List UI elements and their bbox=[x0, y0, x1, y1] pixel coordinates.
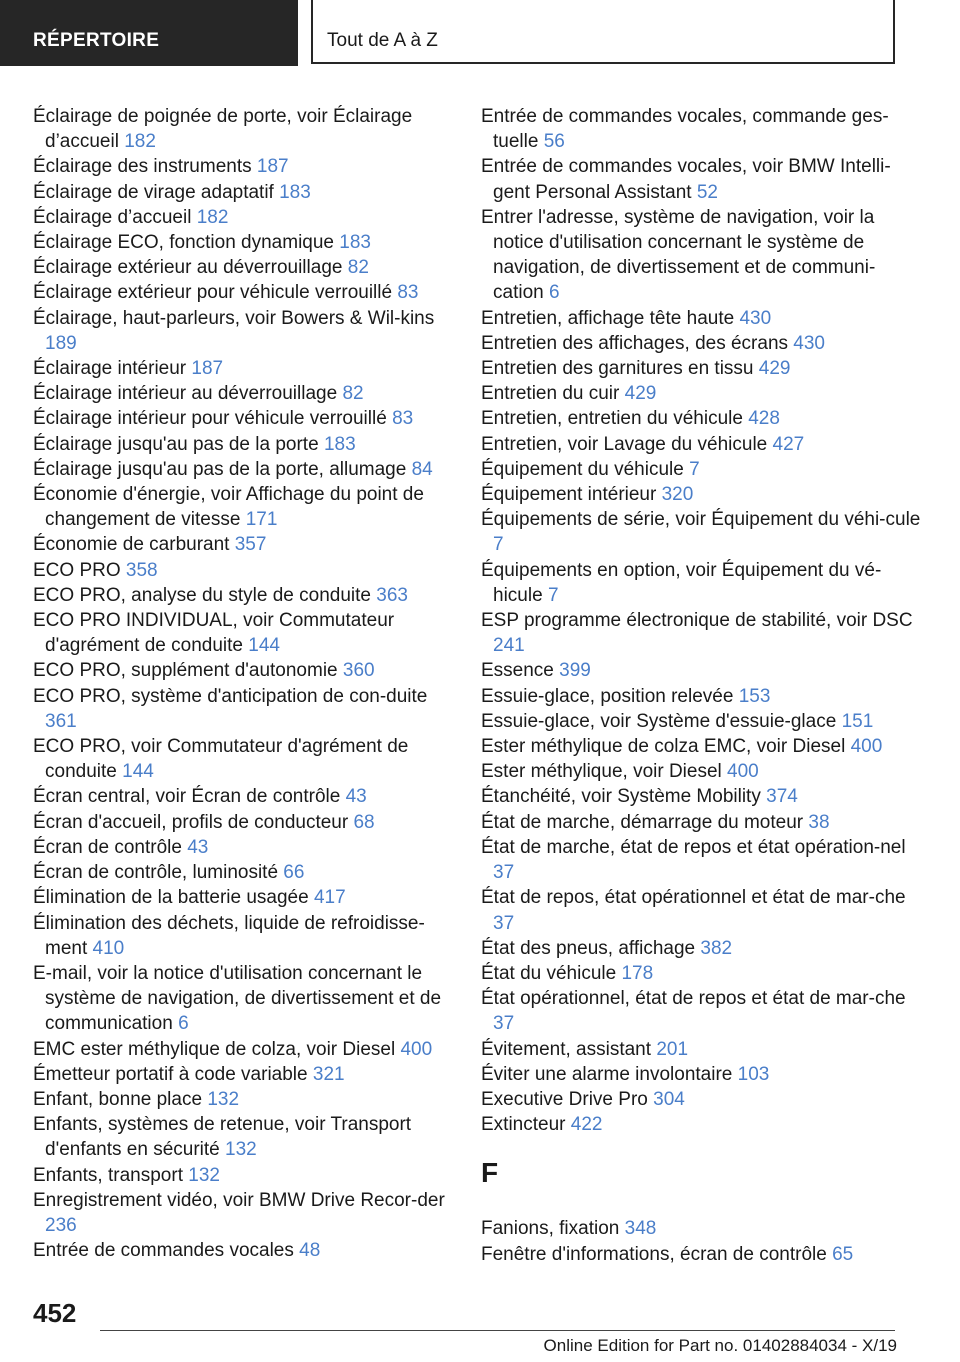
index-entry bbox=[481, 1062, 921, 1087]
index-entry bbox=[33, 154, 453, 179]
index-entry-text: Éclairage intérieur au déverrouillage bbox=[33, 383, 338, 405]
index-entry bbox=[481, 759, 921, 784]
index-entry-text: ESP programme électronique de stabilité, voir DSC bbox=[481, 610, 913, 632]
index-entry-text: État des pneus, affichage bbox=[481, 937, 696, 959]
page-reference-link[interactable]: 236 bbox=[45, 1214, 77, 1236]
index-entry-text: ECO PRO, supplément d'autonomie bbox=[33, 660, 338, 682]
index-entry-text: Éviter une alarme involontaire bbox=[481, 1063, 733, 1085]
page-reference-link[interactable]: 144 bbox=[248, 635, 280, 657]
index-entry-text: ECO PRO, voir Commutateur d'agrément de conduite bbox=[33, 736, 409, 783]
index-entry bbox=[481, 835, 921, 885]
index-entry bbox=[481, 936, 921, 961]
page-reference-link[interactable]: 171 bbox=[245, 509, 278, 531]
index-entry bbox=[481, 381, 921, 406]
page-reference-link[interactable]: 48 bbox=[299, 1240, 321, 1262]
page-reference-link[interactable]: 37 bbox=[493, 1013, 515, 1035]
page-reference-link[interactable]: 360 bbox=[342, 660, 375, 682]
index-entry-text: Essuie-glace, position relevée bbox=[481, 685, 734, 707]
page-reference-link[interactable]: 374 bbox=[766, 786, 798, 808]
page-reference-link[interactable]: 304 bbox=[653, 1088, 685, 1110]
index-entry-text: Ester méthylique de colza EMC, voir Diesel bbox=[481, 736, 846, 758]
index-entry-text: Équipement intérieur bbox=[481, 484, 657, 506]
index-entry bbox=[481, 986, 921, 1036]
page-reference-link[interactable]: 320 bbox=[661, 484, 694, 506]
page-reference-link[interactable]: 400 bbox=[400, 1038, 433, 1060]
index-entry-text: Entretien des affichages, des écrans bbox=[481, 332, 789, 354]
index-entry bbox=[33, 306, 453, 356]
index-entry bbox=[481, 457, 921, 482]
page-reference-link[interactable]: 241 bbox=[493, 635, 525, 657]
index-entry-text: Essence bbox=[481, 660, 554, 682]
index-entry bbox=[33, 457, 453, 482]
index-entry bbox=[481, 709, 921, 734]
page-reference-link[interactable]: 83 bbox=[392, 408, 414, 430]
index-entry-text: Enfant, bonne place bbox=[33, 1088, 203, 1110]
index-entry bbox=[481, 1216, 921, 1241]
page-reference-link[interactable]: 183 bbox=[323, 433, 356, 455]
index-entry-text: Éclairage intérieur bbox=[33, 358, 187, 380]
index-entry-text: État de marche, état de repos et état opération-nel bbox=[481, 836, 906, 858]
page-reference-link[interactable]: 84 bbox=[411, 458, 433, 480]
page-reference-link[interactable]: 201 bbox=[656, 1038, 689, 1060]
index-entry-text: Ester méthylique, voir Diesel bbox=[481, 761, 722, 783]
page-reference-link[interactable]: 189 bbox=[45, 332, 77, 354]
index-entry bbox=[481, 356, 921, 381]
index-entry bbox=[33, 1112, 453, 1162]
index-entry bbox=[481, 331, 921, 356]
page-header bbox=[0, 0, 960, 66]
index-entry bbox=[33, 1087, 453, 1112]
index-entry bbox=[33, 482, 453, 532]
index-entry-text: Entrée de commandes vocales bbox=[33, 1240, 294, 1262]
page-reference-link[interactable]: 321 bbox=[312, 1063, 345, 1085]
page-reference-link[interactable]: 427 bbox=[772, 433, 805, 455]
index-entry bbox=[481, 608, 921, 658]
index-entry bbox=[33, 835, 453, 860]
index-entry-text: E-mail, voir la notice d'utilisation concernant le système de navigation, de divertissement et de communication bbox=[33, 962, 442, 1035]
page-number: 452 bbox=[33, 1298, 77, 1328]
index-entry-text: Émetteur portatif à code variable bbox=[33, 1063, 308, 1085]
index-entry bbox=[481, 306, 921, 331]
index-entry bbox=[481, 1242, 921, 1267]
index-entry bbox=[33, 1163, 453, 1188]
index-entry bbox=[33, 532, 453, 557]
index-entry-text: EMC ester méthylique de colza, voir Diesel bbox=[33, 1038, 396, 1060]
page-reference-link[interactable]: 182 bbox=[196, 206, 229, 228]
index-entry bbox=[33, 180, 453, 205]
index-column-left bbox=[33, 104, 453, 1263]
page-reference-link[interactable]: 182 bbox=[124, 131, 156, 153]
page-reference-link[interactable]: 38 bbox=[808, 811, 830, 833]
page-reference-link[interactable]: 52 bbox=[696, 181, 718, 203]
index-entry bbox=[33, 911, 453, 961]
page-reference-link[interactable]: 7 bbox=[547, 584, 559, 606]
page-reference-link[interactable]: 183 bbox=[279, 181, 311, 203]
page-reference-link[interactable]: 7 bbox=[689, 458, 700, 480]
page-reference-link[interactable]: 82 bbox=[347, 257, 369, 279]
index-entry bbox=[481, 104, 921, 154]
page-reference-link[interactable]: 429 bbox=[624, 383, 657, 405]
index-entry bbox=[481, 734, 921, 759]
index-entry bbox=[481, 432, 921, 457]
footer-divider bbox=[100, 1330, 895, 1331]
index-entry-text: État du véhicule bbox=[481, 962, 617, 984]
index-entry-text: Enfants, transport bbox=[33, 1164, 183, 1186]
index-entry-text: Écran central, voir Écran de contrôle bbox=[33, 786, 341, 808]
index-column-right bbox=[481, 104, 921, 1267]
index-entry-text: Élimination des déchets, liquide de refroidisse-ment bbox=[33, 912, 425, 959]
index-entry-text: ECO PRO, système d'anticipation de con-duite bbox=[33, 685, 428, 707]
index-entry bbox=[481, 1087, 921, 1112]
index-entry bbox=[33, 810, 453, 835]
index-entry bbox=[33, 381, 453, 406]
page-reference-link[interactable]: 151 bbox=[841, 710, 874, 732]
index-entry-text: Éclairage intérieur pour véhicule verrouillé bbox=[33, 408, 387, 430]
page-reference-link[interactable]: 410 bbox=[92, 937, 125, 959]
page-reference-link[interactable]: 103 bbox=[737, 1063, 770, 1085]
page-reference-link[interactable]: 361 bbox=[45, 710, 77, 732]
page-reference-link[interactable]: 430 bbox=[739, 307, 772, 329]
index-entry-text: Éclairage ECO, fonction dynamique bbox=[33, 232, 334, 254]
index-entry bbox=[33, 1037, 453, 1062]
page-reference-link[interactable]: 348 bbox=[624, 1218, 657, 1240]
index-entry-text: État de marche, démarrage du moteur bbox=[481, 811, 804, 833]
index-entry-text: Entrée de commandes vocales, voir BMW Intelli-gent Personal Assistant bbox=[481, 156, 891, 203]
index-entry-text: Entretien des garnitures en tissu bbox=[481, 358, 754, 380]
index-entry-text: Équipement du véhicule bbox=[481, 458, 684, 480]
index-entry-text: Entretien du cuir bbox=[481, 383, 620, 405]
index-entry-text: Entretien, entretien du véhicule bbox=[481, 408, 743, 430]
index-entry-text: Évitement, assistant bbox=[481, 1038, 652, 1060]
page-reference-link[interactable]: 132 bbox=[207, 1088, 240, 1110]
index-entry-text: Fenêtre d'informations, écran de contrôle bbox=[481, 1243, 827, 1265]
page-reference-link[interactable]: 400 bbox=[727, 761, 759, 783]
index-entry-text: Éclairage de virage adaptatif bbox=[33, 181, 274, 203]
page-reference-link[interactable]: 183 bbox=[339, 232, 371, 254]
index-entry-text: Équipements de série, voir Équipement du véhi-cule bbox=[481, 509, 921, 531]
index-entry-text: Executive Drive Pro bbox=[481, 1088, 648, 1110]
section-tab: RÉPERTOIRE bbox=[0, 0, 298, 66]
index-entry bbox=[481, 810, 921, 835]
index-entry bbox=[33, 432, 453, 457]
index-entry-text: Éclairage de poignée de porte, voir Éclairage d’accueil bbox=[33, 106, 413, 153]
index-entry-text: Équipements en option, voir Équipement du vé-hicule bbox=[481, 559, 882, 606]
index-entry-text: Écran d'accueil, profils de conducteur bbox=[33, 811, 349, 833]
index-entry-text: Écran de contrôle, luminosité bbox=[33, 862, 279, 884]
page-reference-link[interactable]: 132 bbox=[188, 1164, 220, 1186]
page-reference-link[interactable]: 153 bbox=[738, 685, 771, 707]
page-reference-link[interactable]: 43 bbox=[345, 786, 367, 808]
page-reference-link[interactable]: 428 bbox=[748, 408, 780, 430]
page-reference-link[interactable]: 65 bbox=[832, 1243, 854, 1265]
page-reference-link[interactable]: 363 bbox=[376, 584, 408, 606]
index-entry bbox=[481, 658, 921, 683]
index-entry bbox=[33, 205, 453, 230]
page-reference-link[interactable]: 144 bbox=[122, 761, 154, 783]
index-entry-text: Extincteur bbox=[481, 1114, 566, 1136]
index-entry bbox=[481, 482, 921, 507]
index-entry-text: Éclairage extérieur pour véhicule verrouillé bbox=[33, 282, 393, 304]
index-entry bbox=[33, 583, 453, 608]
index-entry bbox=[481, 1037, 921, 1062]
letter-heading: F bbox=[481, 1157, 499, 1189]
page-reference-link[interactable]: 400 bbox=[850, 736, 883, 758]
index-entry-text: Fanions, fixation bbox=[481, 1218, 620, 1240]
index-entry bbox=[33, 1062, 453, 1087]
page-reference-link[interactable]: 7 bbox=[493, 534, 504, 556]
index-entry bbox=[33, 406, 453, 431]
index-entry-text: Économie d'énergie, voir Affichage du point de changement de vitesse bbox=[33, 484, 424, 531]
index-entry bbox=[33, 961, 453, 1037]
index-entry bbox=[33, 356, 453, 381]
index-entry-text: Éclairage jusqu'au pas de la porte, allumage bbox=[33, 458, 407, 480]
index-entry-text: Éclairage extérieur au déverrouillage bbox=[33, 257, 343, 279]
index-entry bbox=[481, 961, 921, 986]
index-entry-text: Entretien, affichage tête haute bbox=[481, 307, 735, 329]
index-entry-text: ECO PRO, analyse du style de conduite bbox=[33, 584, 371, 606]
page-reference-link[interactable]: 187 bbox=[191, 358, 224, 380]
index-entry bbox=[33, 684, 453, 734]
index-entry-text: Éclairage jusqu'au pas de la porte bbox=[33, 433, 319, 455]
index-entry-text: État opérationnel, état de repos et état de mar-che bbox=[481, 988, 906, 1010]
index-entry-text: Éclairage d’accueil bbox=[33, 206, 192, 228]
index-entry-text: Enregistrement vidéo, voir BMW Drive Recor-der bbox=[33, 1189, 445, 1211]
index-entry bbox=[33, 280, 453, 305]
index-entry bbox=[481, 154, 921, 204]
page-reference-link[interactable]: 6 bbox=[178, 1013, 189, 1035]
index-entry-text: Étanchéité, voir Système Mobility bbox=[481, 786, 761, 808]
page-reference-link[interactable]: 6 bbox=[548, 282, 560, 304]
footer-edition-text: Online Edition for Part no. 01402884034 - X/19 bbox=[543, 1336, 897, 1355]
index-entry bbox=[33, 608, 453, 658]
page-reference-link[interactable]: 37 bbox=[493, 862, 515, 884]
page-reference-link[interactable]: 399 bbox=[559, 660, 591, 682]
index-entry bbox=[33, 104, 453, 154]
page-reference-link[interactable]: 37 bbox=[493, 912, 515, 934]
index-entry bbox=[33, 860, 453, 885]
index-entry bbox=[481, 507, 921, 557]
page-reference-link[interactable]: 56 bbox=[543, 131, 565, 153]
index-entry bbox=[33, 1238, 453, 1263]
index-entry bbox=[481, 558, 921, 608]
page-reference-link[interactable]: 68 bbox=[353, 811, 375, 833]
index-entry-text: Élimination de la batterie usagée bbox=[33, 887, 309, 909]
index-entry bbox=[481, 684, 921, 709]
index-entry bbox=[33, 885, 453, 910]
index-entry bbox=[33, 658, 453, 683]
index-entry bbox=[33, 1188, 453, 1238]
page-reference-link[interactable]: 187 bbox=[256, 156, 289, 178]
index-entry bbox=[481, 1112, 921, 1137]
index-entry bbox=[33, 230, 453, 255]
index-entry-text: ECO PRO bbox=[33, 559, 121, 581]
index-entry bbox=[481, 205, 921, 306]
index-entry-text: Enfants, systèmes de retenue, voir Transport d'enfants en sécurité bbox=[33, 1114, 412, 1161]
index-entry bbox=[481, 406, 921, 431]
index-entry-text: Économie de carburant bbox=[33, 534, 230, 556]
page-reference-link[interactable]: 43 bbox=[187, 836, 209, 858]
index-entry-text: Éclairage des instruments bbox=[33, 156, 252, 178]
index-entry-text: Entrée de commandes vocales, commande ges-tuelle bbox=[481, 106, 889, 153]
page-reference-link[interactable]: 430 bbox=[793, 332, 825, 354]
page-reference-link[interactable]: 178 bbox=[621, 962, 654, 984]
index-entry bbox=[33, 734, 453, 784]
page-reference-link[interactable]: 132 bbox=[225, 1139, 257, 1161]
page-reference-link[interactable]: 82 bbox=[342, 383, 364, 405]
page-reference-link[interactable]: 66 bbox=[283, 862, 305, 884]
page-reference-link[interactable]: 422 bbox=[570, 1114, 603, 1136]
page-reference-link[interactable]: 417 bbox=[313, 887, 346, 909]
index-entry-text: Éclairage, haut-parleurs, voir Bowers & Wil-kins bbox=[33, 307, 435, 329]
index-entry-text: Écran de contrôle bbox=[33, 836, 182, 858]
index-entry-text: ECO PRO INDIVIDUAL, voir Commutateur d'agrément de conduite bbox=[33, 610, 395, 657]
page-reference-link[interactable]: 429 bbox=[758, 358, 791, 380]
index-entry bbox=[33, 784, 453, 809]
index-entry bbox=[33, 558, 453, 583]
page-reference-link[interactable]: 358 bbox=[125, 559, 158, 581]
index-entry bbox=[33, 255, 453, 280]
page-reference-link[interactable]: 83 bbox=[397, 282, 419, 304]
index-entry-text: Essuie-glace, voir Système d'essuie-glace bbox=[481, 710, 837, 732]
index-entry-text: État de repos, état opérationnel et état de mar-che bbox=[481, 887, 906, 909]
section-title: Tout de A à Z bbox=[311, 0, 895, 64]
page-reference-link[interactable]: 357 bbox=[234, 534, 267, 556]
index-entry bbox=[481, 885, 921, 935]
index-entry-text: Entretien, voir Lavage du véhicule bbox=[481, 433, 768, 455]
index-entry bbox=[481, 784, 921, 809]
index-entry-text: Entrer l'adresse, système de navigation, voir la notice d'utilisation concernant le système de navigation, de divertissement et de communi-cation bbox=[481, 206, 876, 304]
page-reference-link[interactable]: 382 bbox=[700, 937, 733, 959]
